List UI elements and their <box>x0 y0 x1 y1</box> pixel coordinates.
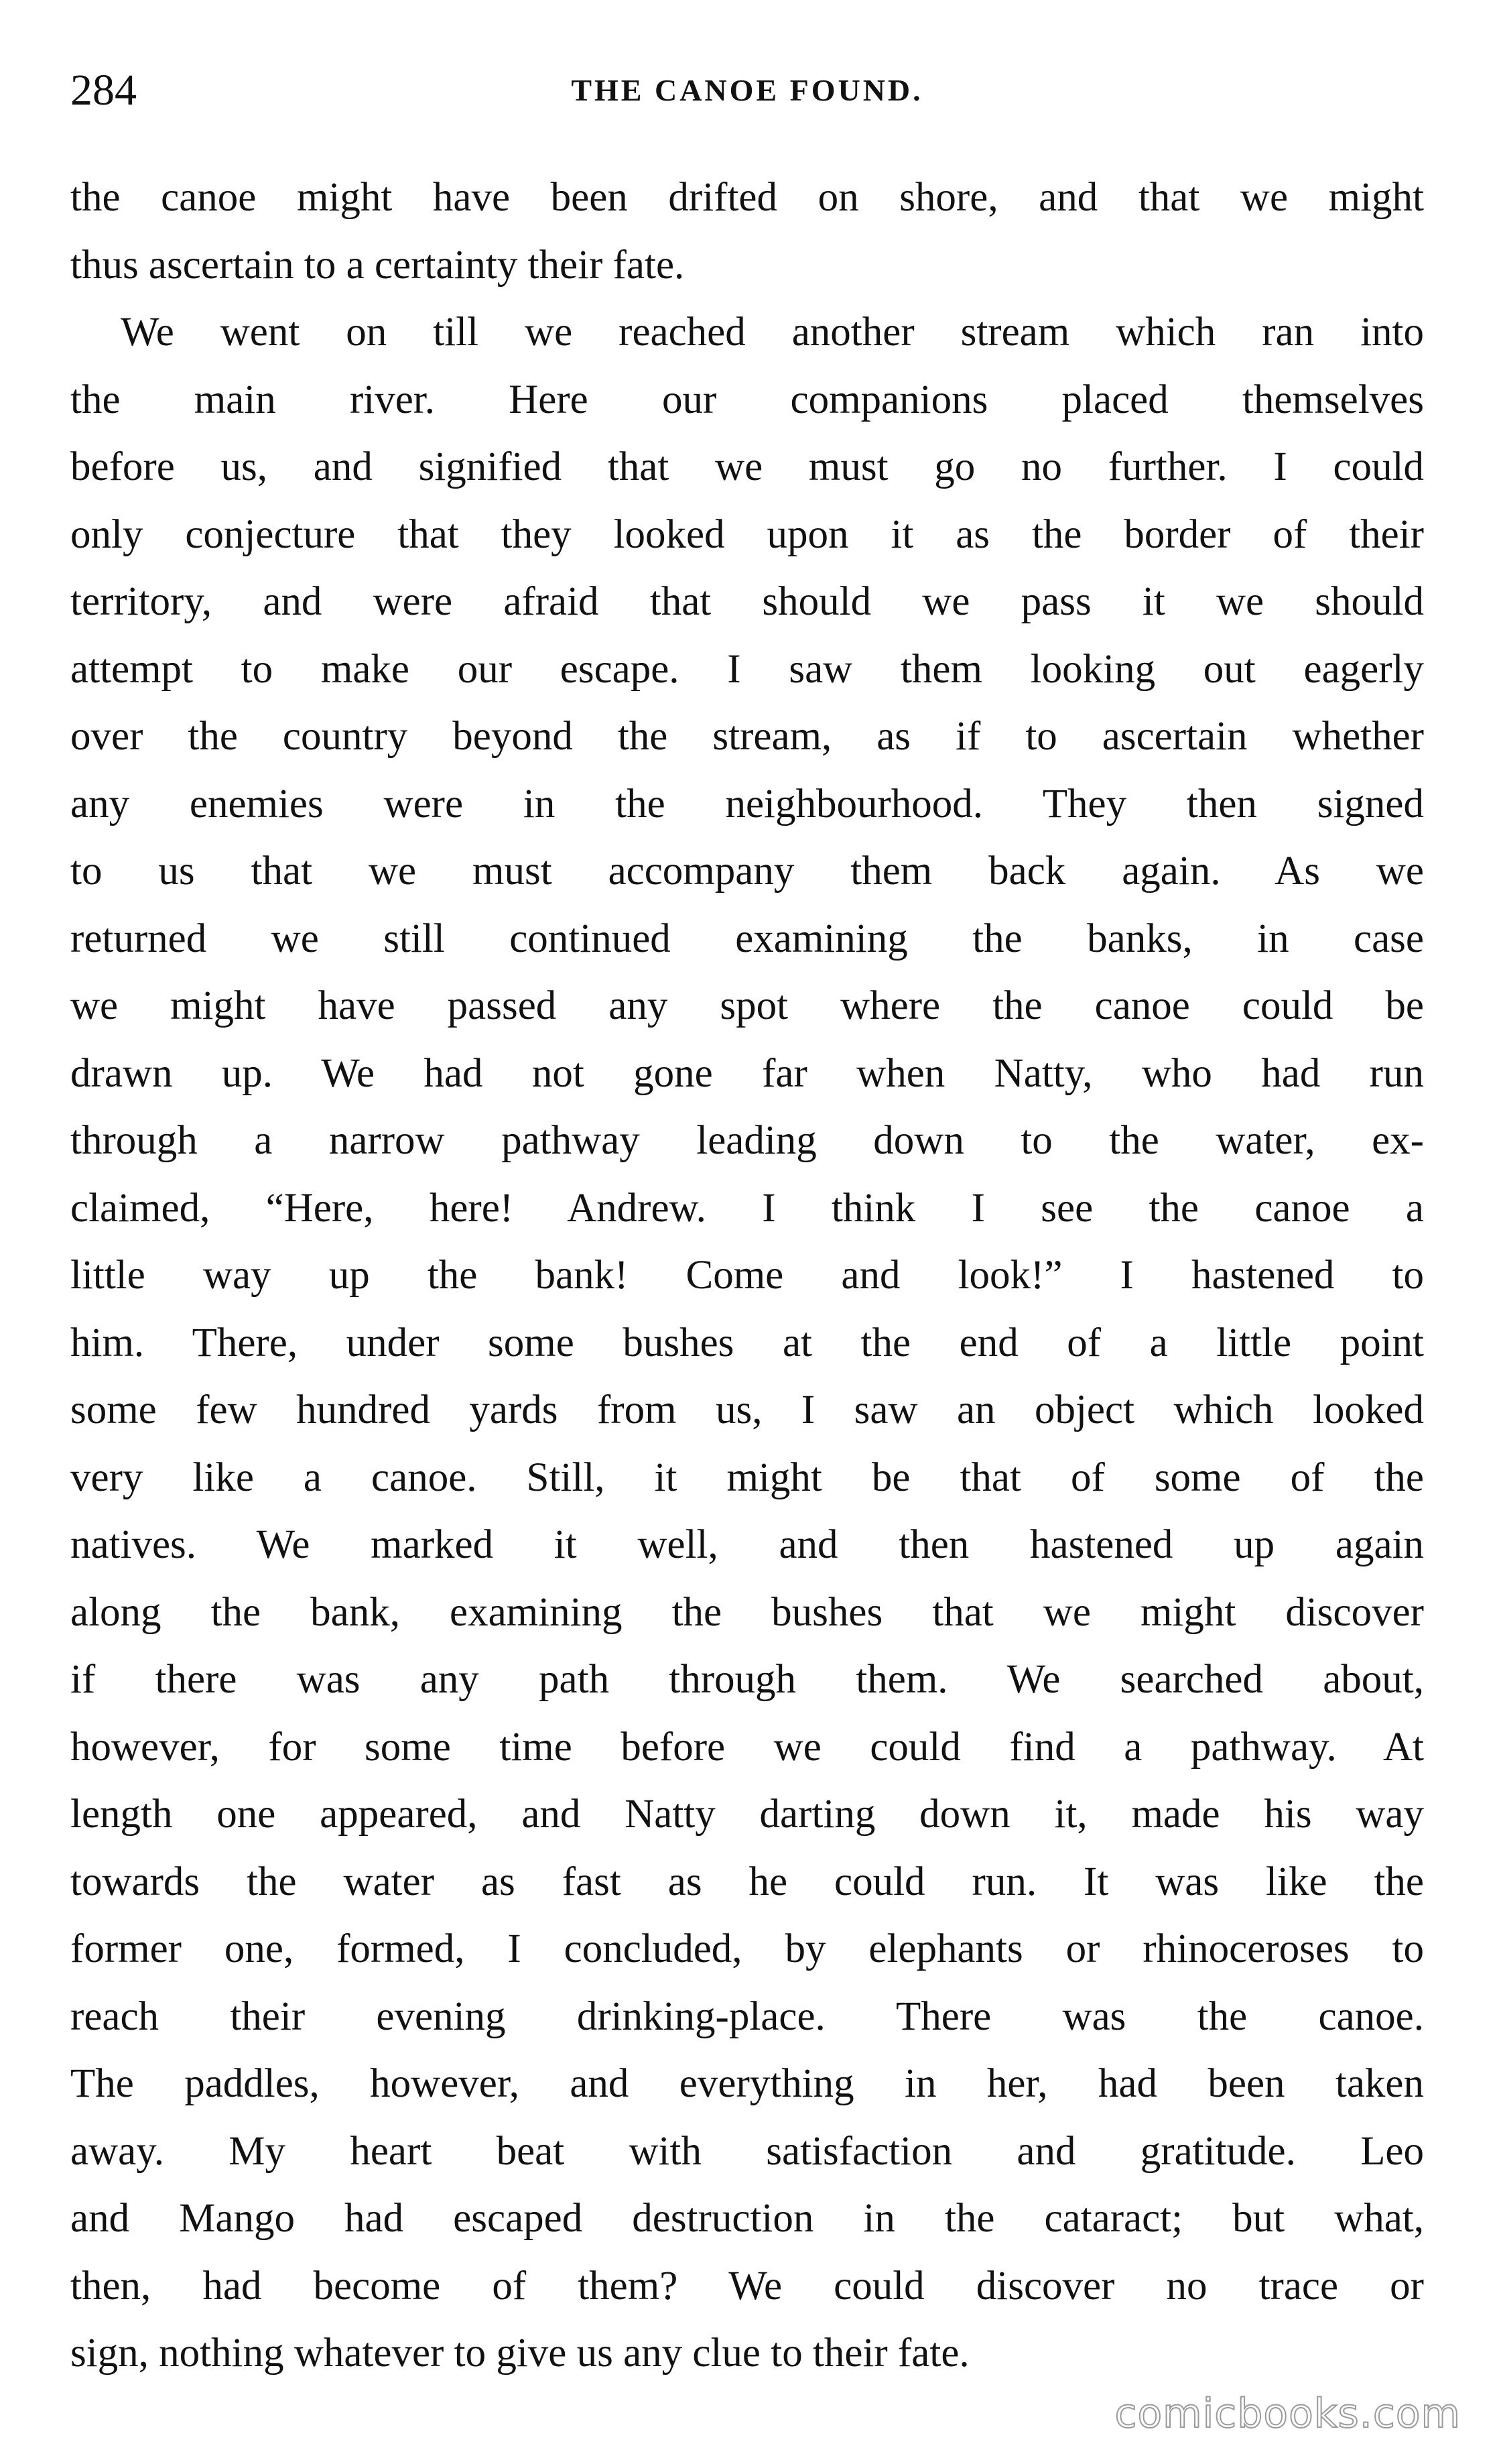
text-line: sign, nothing whatever to give us any clue to their fate. <box>70 2331 970 2376</box>
page-number: 284 <box>70 66 137 115</box>
text-line: we might have passed any spot where the canoe could be <box>70 983 1424 1028</box>
text-line: reach their evening drinking-place. There was the canoe. <box>70 1993 1424 2039</box>
running-head: THE CANOE FOUND. <box>571 73 923 107</box>
text-line: returned we still continued examining the banks, in case <box>70 916 1424 961</box>
text-line: through a narrow pathway leading down to the water, ex- <box>70 1118 1424 1163</box>
text-line: to us that we must accompany them back again. As we <box>70 849 1424 894</box>
text-line: attempt to make our escape. I saw them looking out eagerly <box>70 646 1424 692</box>
text-line: any enemies were in the neighbourhood. They then signed <box>70 781 1424 826</box>
text-line: the main river. Here our companions placed themselves <box>70 377 1424 422</box>
text-line: the canoe might have been drifted on shore, and that we might <box>70 175 1424 220</box>
text-line: length one appeared, and Natty darting down it, made his way <box>70 1792 1424 1837</box>
paragraph-1 <box>70 164 1424 299</box>
page-header <box>70 60 1424 121</box>
text-line: The paddles, however, and everything in her, had been taken <box>70 2061 1424 2106</box>
text-line: thus ascertain to a certainty their fate. <box>70 242 685 288</box>
text-line: over the country beyond the stream, as if to ascertain whether <box>70 714 1424 759</box>
text-line: only conjecture that they looked upon it as the border of their <box>70 511 1424 557</box>
text-line: before us, and signified that we must go no further. I could <box>70 444 1424 489</box>
text-line: claimed, “Here, here! Andrew. I think I see the canoe a <box>70 1185 1424 1231</box>
text-line: drawn up. We had not gone far when Natty, who had run <box>70 1050 1424 1096</box>
text-line: along the bank, examining the bushes that we might discover <box>70 1589 1424 1635</box>
text-line: however, for some time before we could find a pathway. At <box>70 1724 1424 1770</box>
text-line: and Mango had escaped destruction in the cataract; but what, <box>70 2196 1424 2241</box>
text-line: away. My heart beat with satisfaction and gratitude. Leo <box>70 2128 1424 2174</box>
book-page <box>70 0 1424 2464</box>
text-line: then, had become of them? We could discover no trace or <box>70 2263 1424 2308</box>
text-line: very like a canoe. Still, it might be that of some of the <box>70 1455 1424 1500</box>
text-line: some few hundred yards from us, I saw an object which looked <box>70 1388 1424 1432</box>
text-line: former one, formed, I concluded, by elephants or rhinoceroses to <box>70 1926 1424 1971</box>
text-line: towards the water as fast as he could run. It was like the <box>70 1859 1424 1904</box>
text-line: him. There, under some bushes at the end of a little point <box>70 1320 1424 1365</box>
paragraph-2 <box>70 299 1424 2388</box>
text-line: natives. We marked it well, and then hastened up again <box>70 1522 1424 1567</box>
text-line: if there was any path through them. We searched about, <box>70 1657 1424 1702</box>
text-line: We went on till we reached another stream which ran into <box>121 310 1424 355</box>
watermark: comicbooks.com <box>1114 2390 1461 2437</box>
body-text <box>70 164 1424 2388</box>
text-line: little way up the bank! Come and look!” I hastened to <box>70 1253 1424 1298</box>
text-line: territory, and were afraid that should we pass it we should <box>70 579 1424 624</box>
